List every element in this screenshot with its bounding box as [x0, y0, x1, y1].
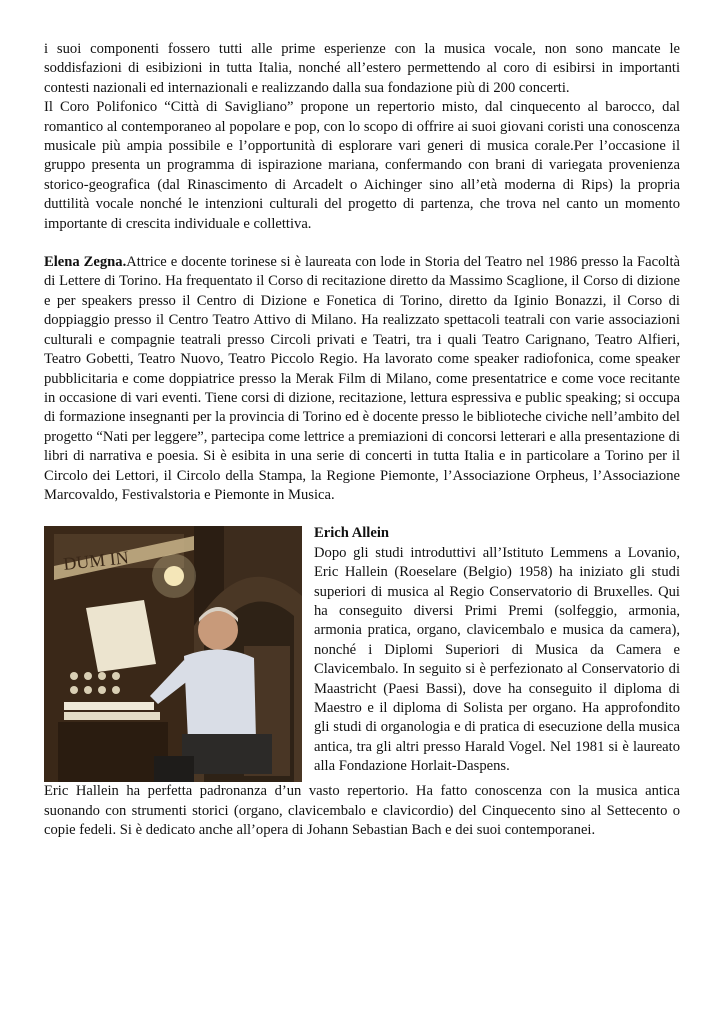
organist-photo — [44, 526, 302, 782]
intro-paragraph-2: Il Coro Polifonico “Città di Savigliano” propone un repertorio misto, dal cinquecento al barocco, dal romantico al contemporaneo al popolare e pop, con lo scopo di offrire ai suoi giovani coristi una conoscenza musicale più ampia possibile e l’opportunità di esplorare vari generi di musica corale.Per l’occasione il gruppo presenta un programma di ispirazione mariana, confermando con brani di variegata provenienza storico-geografica (dal Rinascimento di Arcadelt o Aichinger sino all’età moderna di Rips) la propria duttilità vocale nonché le intenzioni culturali del progetto di partenza, che trova nel canto un momento importante di crescita individuale e collettiva. — [44, 99, 680, 232]
zegna-text: Attrice e docente torinese si è laureata con lode in Storia del Teatro nel 1986 presso la Facoltà di Lettere di Torino. Ha frequentato il Corso di recitazione diretto da Massimo Scaglione, il Corso di dizione e per speakers presso il Centro di Dizione e Fonetica di Torino, diretto da Iginio Bonazzi, il Corso di doppiaggio presso il Centro Teatro Attivo di Milano. Ha realizzato spettacoli teatrali con varie associazioni culturali e compagnie teatrali presso Circoli privati e Teatri, tra i quali Teatro Carignano, Teatro Alfieri, Teatro Gobetti, Teatro Nuovo, Teatro Piccolo Regio. Ha lavorato come speaker radiofonica, come speaker pubblicitaria e come doppiatrice presso la Merak Film di Milano, come presentatrice e come voce recitante in occasione di vari eventi. Tiene corsi di dizione, recitazione, lettura espressiva e public speaking; si occupa di formazione insegnanti per la provincia di Torino ed è docente presso le biblioteche civiche nell’ambito del progetto “Nati per leggere”, partecipa come lettrice a premiazioni di concorsi letterari e alla presentazione di libri di narrativa e poesia. Si è esibita in una serie di concerti in tutta Italia e in particolare a Torino per il Circolo dei Lettori, il Circolo della Stampa, la Regione Piemonte, l’Associazione Orpheus, l’Associazione Marcovaldo, Festivalstoria e Piemonte in Musica. — [44, 254, 680, 503]
allein-name: Erich Allein — [314, 525, 389, 542]
intro-paragraph-1: i suoi componenti fossero tutti alle prime esperienze con la musica vocale, non sono mancate le soddisfazioni di esibizioni in tutta Italia, nonché all’estero permettendo al coro di esibirsi in importanti contesti nazionali ed internazionali e realizzando dalla sua fondazione più di 200 concerti. — [44, 41, 680, 96]
document-page — [44, 40, 680, 841]
allein-text-1: Dopo gli studi introduttivi all’Istituto Lemmens a Lovanio, Eric Hallein (Roeselare (Belgio) 1958) ha iniziato gli studi superiori di musica al Regio Conservatorio di Bruxelles. Qui ha conseguito diversi Primi Premi (solfeggio, armonia, armonia pratica, organo, clavicembalo e musica da camera), nonché i Diplomi Superiori di Musica da Camera e Clavicembalo. In seguito si è perfezionato al Conservatorio di Maastricht (Paesi Bassi), dove ha conseguito il diploma di Maestro e il diploma di Solista per organo. Ha approfondito gli studi di organologia e di pratica di esecuzione della musica antica, tra gli altri presso Harald Vogel. Nel 1981 si è laureato alla Fondazione Horlait-Daspens. — [314, 544, 680, 775]
zegna-bio — [44, 253, 680, 505]
zegna-name: Elena Zegna. — [44, 254, 127, 271]
photo-inscription: DUM IN — [62, 547, 130, 575]
allein-paragraph-2: Eric Hallein ha perfetta padronanza d’un vasto repertorio. Ha fatto conoscenza con la musica antica suonando con strumenti storici (organo, clavicembalo e clavicordio) del Cinquecento sino al Settecento o copie fedeli. Si è dedicato anche all’opera di Johann Sebastian Bach e dei suoi contemporanei. — [44, 783, 680, 839]
